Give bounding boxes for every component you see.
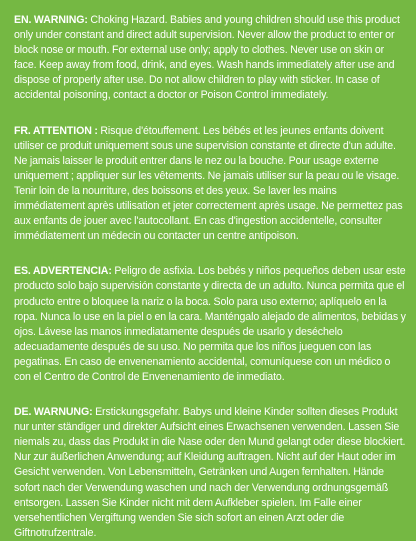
warning-fr	[14, 124, 408, 245]
warning-en-text: Choking Hazard. Babies and young children should use this product only under constant and direct adult supervision. Never allow the product to enter or block nose or mouth. For external use only; apply to clothes. Never use on skin or face. Keep away from food, drink, and eyes. Wash hands immediately after use and dispose of properly after use. Do not allow children to play with sticker. In case of accidental poisoning, contact a doctor or Poison Control immediately.	[14, 14, 400, 102]
warning-de-heading: DE. WARNUNG:	[14, 406, 93, 419]
warning-es-heading: ES. ADVERTENCIA:	[14, 265, 112, 278]
warning-es	[14, 264, 408, 385]
warning-de-text: Erstickungsgefahr. Babys und kleine Kinder sollten dieses Produkt nur unter ständiger und direkter Aufsicht eines Erwachsenen verwenden. Lassen Sie niemals zu, dass das Produkt in die Nase oder den Mund gelangt oder diese blockiert. Nur zur äußerlichen Anwendung; auf Kleidung auftragen. Nicht auf der Haut oder im Gesicht verwenden. Von Lebensmitteln, Getränken und Augen fernhalten. Hände sofort nach der Verwendung waschen und nach der Verwendung ordnungsgemäß entsorgen. Lassen Sie Kinder nicht mit dem Aufkleber spielen. Im Falle einer versehentlichen Vergiftung wenden Sie sich sofort an einen Arzt oder die Giftnotrufzentrale.	[14, 406, 406, 539]
warning-es-text: Peligro de asfixia. Los bebés y niños pequeños deben usar este producto solo bajo supervisión constante y directa de un adulto. Nunca permita que el producto entre o bloquee la nariz o la boca. Solo para uso externo; aplíquelo en la ropa. Nunca lo use en la piel o en la cara. Manténgalo alejado de alimentos, bebidas y ojos. Lávese las manos inmediatamente después de usarlo y deséchelo adecuadamente después de su uso. No permita que los niños jueguen con las pegatinas. En caso de envenenamiento accidental, comuníquese con un médico o con el Centro de Control de Envenenamiento de inmediato.	[14, 265, 406, 383]
warning-en	[14, 13, 408, 104]
warning-fr-text: Risque d'étouffement. Les bébés et les jeunes enfants doivent utiliser ce produit uniquement sous une supervision constante et directe d'un adulte. Ne jamais laisser le produit entrer dans le nez ou la bouche. Pour usage externe uniquement ; appliquer sur les vêtements. Ne jamais utiliser sur la peau ou le visage. Tenir loin de la nourriture, des boissons et des yeux. Se laver les mains immédiatement après utilisation et jeter correctement après usage. Ne permettez pas aux enfants de jouer avec l'autocollant. En cas d'ingestion accidentelle, consulter immédiatement un médecin ou contacter un centre antipoison.	[14, 124, 403, 243]
warning-fr-heading: FR. ATTENTION :	[14, 124, 98, 137]
warning-en-heading: EN. WARNING:	[14, 14, 88, 26]
warning-de	[14, 405, 408, 541]
